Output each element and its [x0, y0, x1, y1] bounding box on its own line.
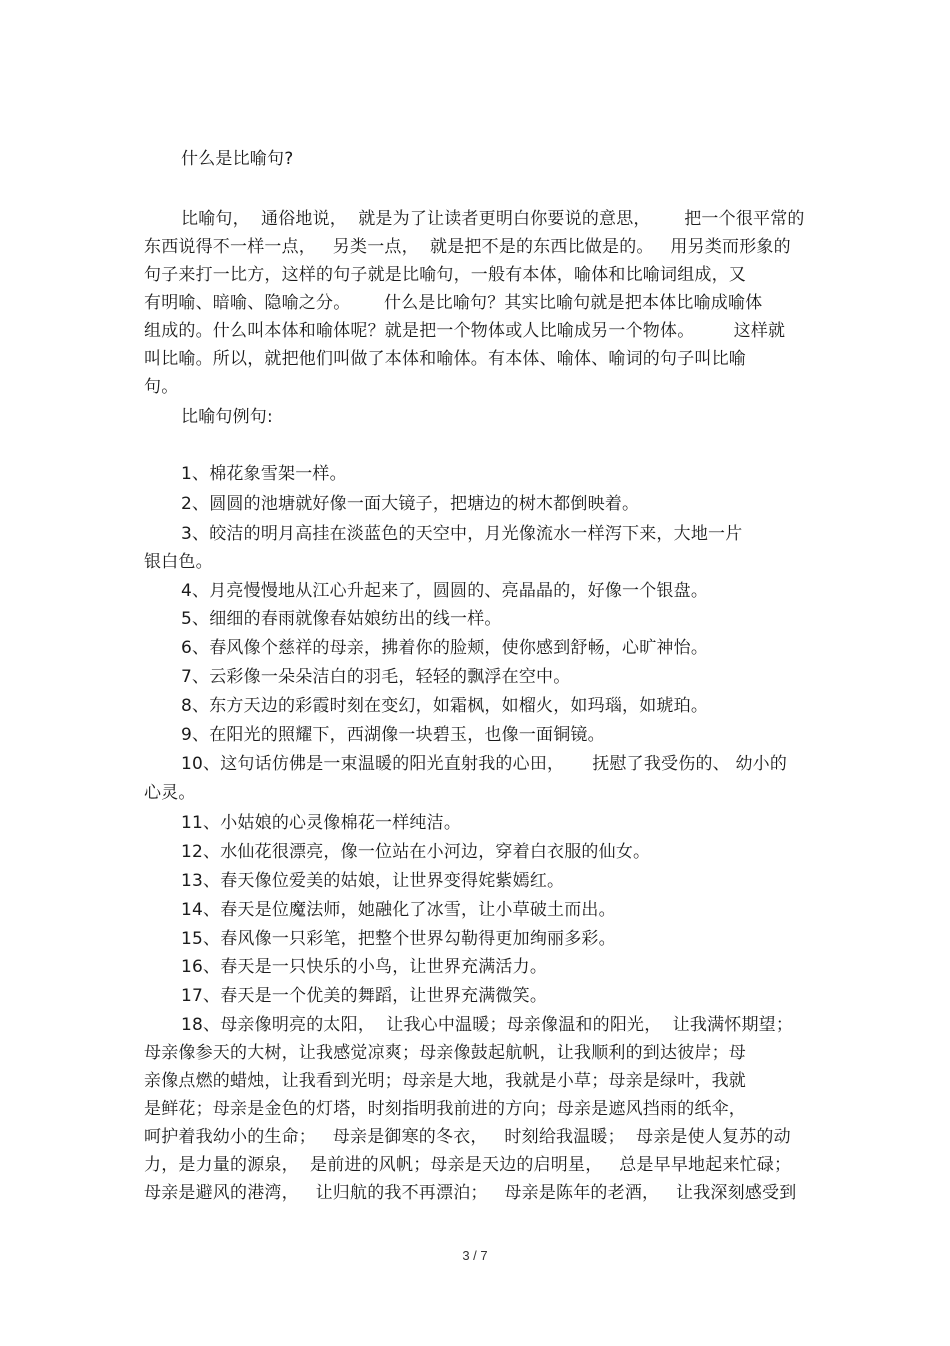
text-line: 14、春天是位魔法师，她融化了冰雪，让小草破土而出。	[181, 900, 616, 920]
text-line: 比喻句， 通俗地说， 就是为了让读者更明白你要说的意思， 把一个很平常的	[181, 209, 805, 229]
text-line: 力，是力量的源泉， 是前进的风帆；母亲是天边的启明星， 总是早早地起来忙碌；	[144, 1155, 792, 1175]
text-line: 17、春天是一个优美的舞蹈，让世界充满微笑。	[181, 986, 548, 1006]
text-line: 7、云彩像一朵朵洁白的羽毛，轻轻的飘浮在空中。	[181, 667, 571, 687]
text-line: 15、春风像一只彩笔，把整个世界勾勒得更加绚丽多彩。	[181, 929, 616, 949]
text-line: 10、这句话仿佛是一束温暖的阳光直射我的心田， 抚慰了我受伤的、 幼小的	[181, 754, 788, 774]
text-line: 9、在阳光的照耀下，西湖像一块碧玉，也像一面铜镜。	[181, 725, 605, 745]
text-line: 12、水仙花很漂亮，像一位站在小河边，穿着白衣服的仙女。	[181, 842, 651, 862]
text-line: 11、小姑娘的心灵像棉花一样纯洁。	[181, 813, 462, 833]
text-line: 银白色。	[144, 552, 213, 572]
page-number: 3 / 7	[462, 1248, 488, 1263]
text-line: 亲像点燃的蜡烛，让我看到光明；母亲是大地，我就是小草；母亲是绿叶，我就	[144, 1071, 746, 1091]
text-line: 什么是比喻句?	[181, 149, 294, 169]
text-line: 组成的。什么叫本体和喻体呢？就是把一个物体或人比喻成另一个物体。 这样就	[144, 321, 786, 341]
text-line: 是鲜花；母亲是金色的灯塔，时刻指明我前进的方向；母亲是遮风挡雨的纸伞，	[144, 1099, 746, 1119]
text-line: 8、东方天边的彩霞时刻在变幻，如霜枫，如榴火，如玛瑙，如琥珀。	[181, 696, 709, 716]
text-line: 句子来打一比方，这样的句子就是比喻句，一般有本体，喻体和比喻词组成，又	[144, 265, 746, 285]
text-line: 母亲像参天的大树，让我感觉凉爽；母亲像鼓起航帆，让我顺利的到达彼岸；母	[144, 1043, 746, 1063]
text-line: 比喻句例句:	[181, 407, 273, 427]
text-line: 2、圆圆的池塘就好像一面大镜子，把塘边的树木都倒映着。	[181, 494, 640, 514]
text-line: 有明喻、暗喻、隐喻之分。 什么是比喻句？其实比喻句就是把本体比喻成喻体	[144, 293, 763, 313]
text-line: 1、棉花象雪架一样。	[181, 464, 347, 484]
text-line: 东西说得不一样一点， 另类一点， 就是把不是的东西比做是的。 用另类而形象的	[144, 237, 791, 257]
text-line: 句。	[144, 377, 179, 397]
text-line: 13、春天像位爱美的姑娘，让世界变得姹紫嫣红。	[181, 871, 565, 891]
text-line: 6、春风像个慈祥的母亲，拂着你的脸颊，使你感到舒畅，心旷神怡。	[181, 638, 709, 658]
text-line: 心灵。	[144, 783, 196, 803]
text-line: 18、母亲像明亮的太阳， 让我心中温暖；母亲像温和的阳光， 让我满怀期望；	[181, 1015, 794, 1035]
text-line: 呵护着我幼小的生命； 母亲是御寒的冬衣， 时刻给我温暖； 母亲是使人复苏的动	[144, 1127, 791, 1147]
text-line: 叫比喻。所以，就把他们叫做了本体和喻体。有本体、喻体、喻词的句子叫比喻	[144, 349, 746, 369]
text-line: 16、春天是一只快乐的小鸟，让世界充满活力。	[181, 957, 548, 977]
text-line: 4、月亮慢慢地从江心升起来了，圆圆的、亮晶晶的，好像一个银盘。	[181, 581, 709, 601]
text-line: 3、皎洁的明月高挂在淡蓝色的天空中，月光像流水一样泻下来，大地一片	[181, 524, 743, 544]
text-line: 5、细细的春雨就像春姑娘纺出的线一样。	[181, 609, 502, 629]
text-line: 母亲是避风的港湾， 让归航的我不再漂泊； 母亲是陈年的老酒， 让我深刻感受到	[144, 1183, 797, 1203]
